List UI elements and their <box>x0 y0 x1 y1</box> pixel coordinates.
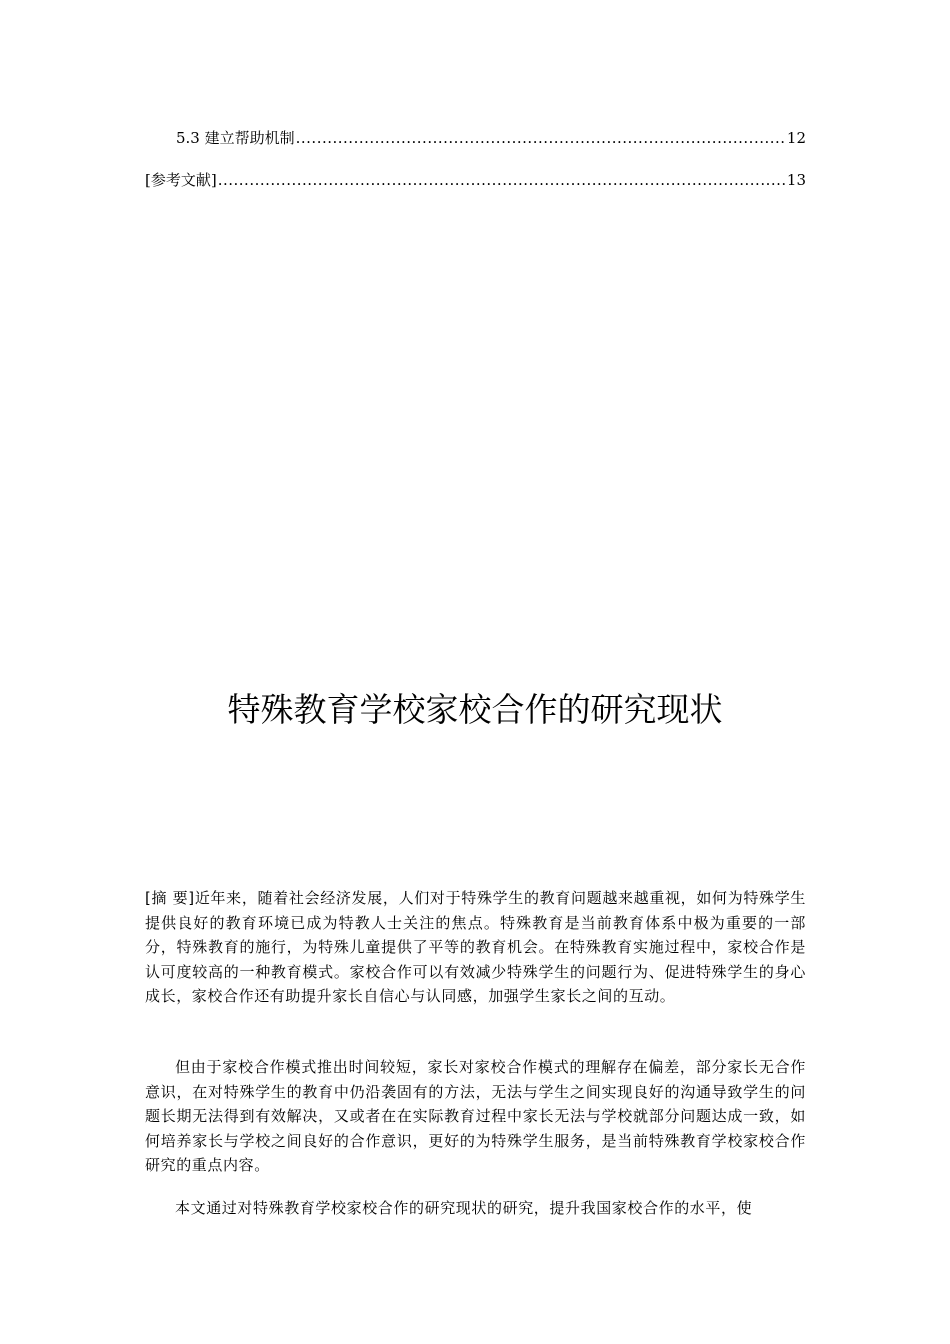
abstract-text: 近年来，随着社会经济发展，人们对于特殊学生的教育问题越来越重视，如何为特殊学生提供良好的教育环境已成为特教人士关注的焦点。特殊教育是当前教育体系中极为重要的一部分，特殊教育的施行，为特殊儿童提供了平等的教育机会。在特殊教育实施过程中，家校合作是认可度较高的一种教育模式。家校合作可以有效减少特殊学生的问题行为、促进特殊学生的身心成长，家校合作还有助提升家长自信心与认同感，加强学生家长之间的互动。 <box>145 889 806 1005</box>
toc-entry-label: 5.3 建立帮助机制 <box>176 129 295 147</box>
document-title: 特殊教育学校家校合作的研究现状 <box>227 690 723 729</box>
abstract-label: [摘 要] <box>145 889 195 907</box>
abstract-paragraph <box>145 886 806 1009</box>
toc-entry-page: 13 <box>786 171 806 189</box>
toc-entry-page: 12 <box>786 129 806 147</box>
body-paragraph: 但由于家校合作模式推出时间较短，家长对家校合作模式的理解存在偏差，部分家长无合作意识，在对特殊学生的教育中仍沿袭固有的方法，无法与学生之间实现良好的沟通导致学生的问题长期无法得到有效解决，又或者在在实际教育过程中家长无法与学校就部分问题达成一致，如何培养家长与学校之间良好的合作意识，更好的为特殊学生服务，是当前特殊教育学校家校合作研究的重点内容。 <box>145 1058 806 1174</box>
body-paragraph: 本文通过对特殊教育学校家校合作的研究现状的研究，提升我国家校合作的水平，使 <box>175 1199 753 1217</box>
toc-entry[interactable] <box>176 128 806 148</box>
toc-entry[interactable] <box>145 170 806 190</box>
toc-entry-label: [参考文献] <box>145 171 217 189</box>
toc-leader-dots <box>218 170 786 190</box>
toc-leader-dots <box>296 128 786 148</box>
